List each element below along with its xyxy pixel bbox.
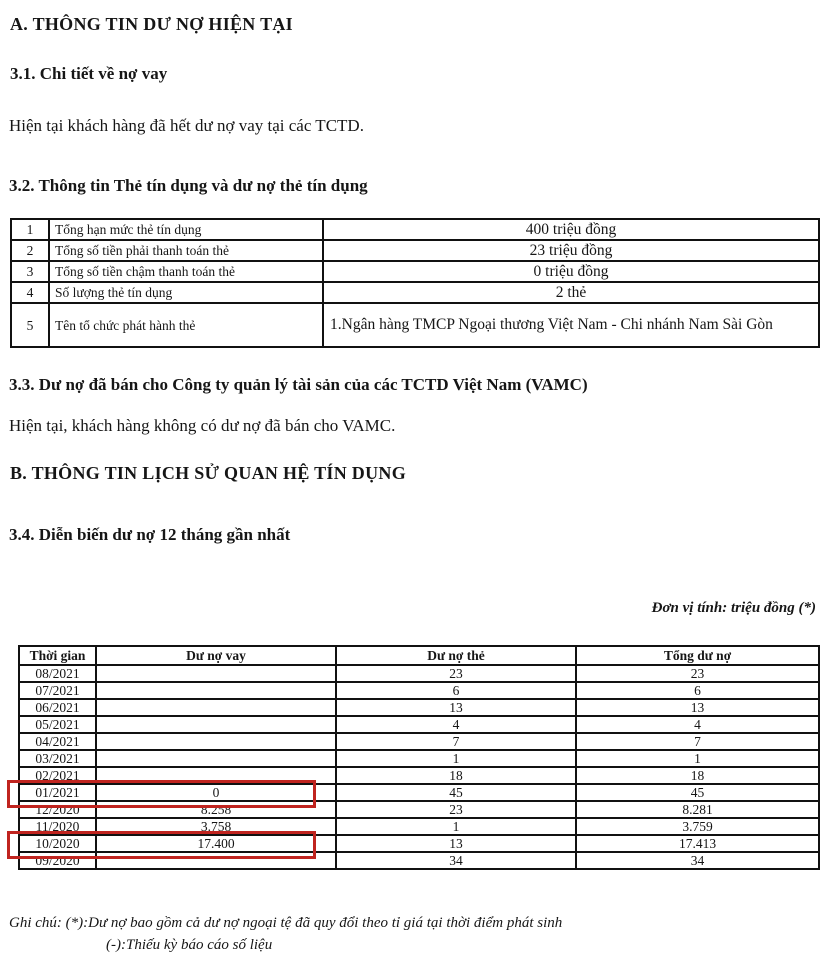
paragraph-3-1-body: Hiện tại khách hàng đã hết dư nợ vay tại các TCTD. xyxy=(9,116,364,135)
card-table-row-no: 5 xyxy=(10,302,48,346)
history-cell-total: 4 xyxy=(575,715,818,732)
card-table-row-no: 1 xyxy=(10,218,48,239)
history-cell-period: 11/2020 xyxy=(18,817,95,834)
history-cell-total: 3.759 xyxy=(575,817,818,834)
subsection-3-1-title: 3.1. Chi tiết về nợ vay xyxy=(10,64,168,83)
history-header-card: Dư nợ thẻ xyxy=(335,645,575,664)
card-table-row-value: 400 triệu đồng xyxy=(322,218,818,239)
history-cell-period: 05/2021 xyxy=(18,715,95,732)
card-table-row-label: Số lượng thẻ tín dụng xyxy=(48,281,322,302)
section-b-title: B. THÔNG TIN LỊCH SỬ QUAN HỆ TÍN DỤNG xyxy=(10,463,407,483)
history-cell-loan: 17.400 xyxy=(95,834,335,851)
debt-history-table xyxy=(18,645,820,870)
history-cell-total: 6 xyxy=(575,681,818,698)
history-cell-card: 7 xyxy=(335,732,575,749)
history-cell-period: 03/2021 xyxy=(18,749,95,766)
history-cell-period: 10/2020 xyxy=(18,834,95,851)
history-cell-loan: 8.258 xyxy=(95,800,335,817)
history-cell-total: 34 xyxy=(575,851,818,868)
history-cell-period: 06/2021 xyxy=(18,698,95,715)
history-header-loan: Dư nợ vay xyxy=(95,645,335,664)
history-cell-loan: 0 xyxy=(95,783,335,800)
history-cell-total: 23 xyxy=(575,664,818,681)
history-cell-card: 4 xyxy=(335,715,575,732)
unit-note: Đơn vị tính: triệu đồng (*) xyxy=(651,600,816,616)
card-table-row-no: 3 xyxy=(10,260,48,281)
section-a-title: A. THÔNG TIN DƯ NỢ HIỆN TẠI xyxy=(10,14,293,34)
history-cell-card: 23 xyxy=(335,800,575,817)
history-cell-period: 04/2021 xyxy=(18,732,95,749)
history-cell-total: 18 xyxy=(575,766,818,783)
paragraph-3-3-body: Hiện tại, khách hàng không có dư nợ đã bán cho VAMC. xyxy=(9,416,396,435)
history-cell-period: 09/2020 xyxy=(18,851,95,868)
history-cell-loan xyxy=(95,681,335,698)
history-cell-card: 1 xyxy=(335,817,575,834)
history-cell-total: 45 xyxy=(575,783,818,800)
history-cell-total: 7 xyxy=(575,732,818,749)
history-cell-total: 8.281 xyxy=(575,800,818,817)
subsection-3-4-title: 3.4. Diễn biến dư nợ 12 tháng gần nhất xyxy=(9,525,291,544)
history-cell-loan xyxy=(95,851,335,868)
card-table-row-no: 4 xyxy=(10,281,48,302)
footnote-line-1: Ghi chú: (*):Dư nợ bao gồm cả dư nợ ngoại tệ đã quy đổi theo tỉ giá tại thời điểm phát sinh xyxy=(9,915,563,931)
history-header-period: Thời gian xyxy=(18,645,95,664)
history-cell-period: 01/2021 xyxy=(18,783,95,800)
history-cell-period: 12/2020 xyxy=(18,800,95,817)
history-header-total: Tổng dư nợ xyxy=(575,645,818,664)
history-cell-card: 13 xyxy=(335,834,575,851)
history-cell-period: 08/2021 xyxy=(18,664,95,681)
card-table-row-label: Tổng số tiền phải thanh toán thẻ xyxy=(48,239,322,260)
history-cell-total: 13 xyxy=(575,698,818,715)
card-table-row-label: Tổng số tiền chậm thanh toán thẻ xyxy=(48,260,322,281)
card-table-row-label: Tổng hạn mức thẻ tín dụng xyxy=(48,218,322,239)
history-cell-loan xyxy=(95,732,335,749)
history-cell-loan xyxy=(95,698,335,715)
card-table-row-label: Tên tổ chức phát hành thẻ xyxy=(48,302,322,346)
history-cell-total: 1 xyxy=(575,749,818,766)
history-cell-card: 13 xyxy=(335,698,575,715)
history-cell-card: 6 xyxy=(335,681,575,698)
card-table-row-value: 23 triệu đồng xyxy=(322,239,818,260)
subsection-3-3-title: 3.3. Dư nợ đã bán cho Công ty quản lý tài sản của các TCTD Việt Nam (VAMC) xyxy=(9,375,588,394)
footnote-line-2: (-):Thiếu kỳ báo cáo số liệu xyxy=(106,937,273,953)
history-cell-card: 34 xyxy=(335,851,575,868)
card-table-issuer-value: 1.Ngân hàng TMCP Ngoại thương Việt Nam - Chi nhánh Nam Sài Gòn xyxy=(322,302,818,346)
history-cell-loan xyxy=(95,766,335,783)
card-table-row-no: 2 xyxy=(10,239,48,260)
history-cell-loan: 3.758 xyxy=(95,817,335,834)
history-cell-card: 45 xyxy=(335,783,575,800)
history-cell-loan xyxy=(95,749,335,766)
history-cell-loan xyxy=(95,715,335,732)
subsection-3-2-title: 3.2. Thông tin Thẻ tín dụng và dư nợ thẻ tín dụng xyxy=(9,176,368,195)
history-cell-loan xyxy=(95,664,335,681)
history-cell-card: 23 xyxy=(335,664,575,681)
credit-card-summary-table xyxy=(10,218,820,348)
history-cell-total: 17.413 xyxy=(575,834,818,851)
history-cell-card: 18 xyxy=(335,766,575,783)
history-cell-period: 02/2021 xyxy=(18,766,95,783)
history-cell-card: 1 xyxy=(335,749,575,766)
history-cell-period: 07/2021 xyxy=(18,681,95,698)
card-table-row-value: 0 triệu đồng xyxy=(322,260,818,281)
card-table-row-value: 2 thẻ xyxy=(322,281,818,302)
